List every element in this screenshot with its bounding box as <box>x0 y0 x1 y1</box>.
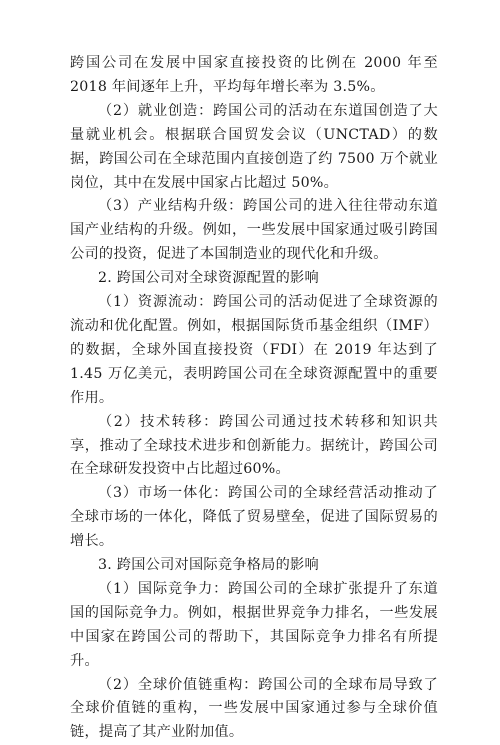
competitiveness-paragraph: （1）国际竞争力：跨国公司的全球扩张提升了东道国的国际竞争力。例如，根据世界竞争力排名，一些发展中国家在跨国公司的帮助下，其国际竞争力排名有所提升。 <box>70 580 438 669</box>
tech-transfer-paragraph: （2）技术转移：跨国公司通过技术转移和知识共享，推动了全球技术进步和创新能力。据统计，跨国公司在全球研发投资中占比超过60%。 <box>70 413 438 478</box>
industry-upgrade-paragraph: （3）产业结构升级：跨国公司的进入往往带动东道国产业结构的升级。例如，一些发展中国家通过吸引跨国公司的投资，促进了本国制造业的现代化和升级。 <box>70 198 438 263</box>
market-integration-paragraph: （3）市场一体化：跨国公司的全球经营活动推动了全球市场的一体化，降低了贸易壁垒，促进了国际贸易的增长。 <box>70 485 438 550</box>
employment-paragraph: （2）就业创造：跨国公司的活动在东道国创造了大量就业机会。根据联合国贸发会议（UNCTAD）的数据，跨国公司在全球范围内直接创造了约 7500 万个就业岗位，其中在发展中国家占比超过 50%。 <box>70 102 438 191</box>
resource-flow-paragraph: （1）资源流动：跨国公司的活动促进了全球资源的流动和优化配置。例如，根据国际货币基金组织（IMF）的数据，全球外国直接投资（FDI）在 2019 年达到了 1.45 万亿美元，表明跨国公司在全球资源配置中的重要作用。 <box>70 294 438 406</box>
section-2-heading: 2. 跨国公司对全球资源配置的影响 <box>98 270 319 287</box>
value-chain-paragraph: （2）全球价值链重构：跨国公司的全球布局导致了全球价值链的重构，一些发展中国家通过参与全球价值链，提高了其产业附加值。 <box>70 676 438 741</box>
section-3-heading: 3. 跨国公司对国际竞争格局的影响 <box>98 557 319 574</box>
intro-paragraph: 跨国公司在发展中国家直接投资的比例在 2000 年至 2018 年间逐年上升，平均每年增长率为 3.5%。 <box>70 55 438 95</box>
